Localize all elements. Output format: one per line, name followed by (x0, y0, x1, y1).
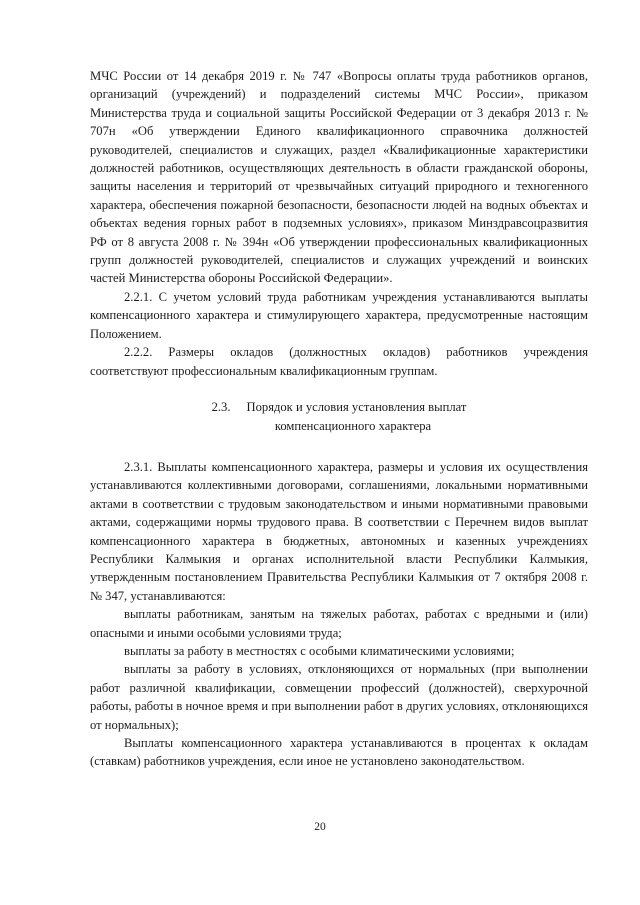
paragraph-2-2-2: 2.2.2. Размеры окладов (должностных окладов) работников учреждения соответствуют профессиональным квалификационным группам. (90, 345, 588, 378)
list-item-hard-work: выплаты работникам, занятым на тяжелых работах, работах с вредными и (или) опасными и иными особыми условиями труда; (90, 607, 588, 640)
section-title-line-2: компенсационного характера (274, 418, 432, 433)
paragraph-2-3-1: 2.3.1. Выплаты компенсационного характера, размеры и условия их осуществления устанавливаются коллективными договорами, соглашениями, локальными нормативными актами в соответствии с трудовым законодательством и иными нормативными правовыми актами, содержащими нормы трудового права. В соответствии с Перечнем видов выплат компенсационного характера в бюджетных, автономных и казенных учреждениях Республики Калмыкия и органах исполнительной власти Республики Калмыкия, утвержденным постановлением Правительства Республики Калмыкия от 7 октября 2008 г. № 347, устанавливаются: (90, 459, 588, 603)
paragraph-legal-references: МЧС России от 14 декабря 2019 г. № 747 «Вопросы оплаты труда работников органов, организаций (учреждений) и подразделений системы МЧС России», приказом Министерства труда и социальной защиты Российской Федерации от 3 декабря 2013 г. № 707н «Об утверждении Единого квалификационного справочника должностей руководителей, специалистов и служащих, раздел «Квалификационные характеристики должностей работников, осуществляющих деятельность в области гражданской обороны, защиты населения и территорий от чрезвычайных ситуаций природного и техногенного характера, обеспечения пожарной безопасности, безопасности людей на водных объектах и объектах ведения горных работ в подземных условиях», приказом Минздравсоцразвития РФ от 8 августа 2008 г. № 394н «Об утверждении профессиональных квалификационных групп должностей руководителей, специалистов и служащих учреждений и воинских частей Министерства обороны Российской Федерации». (90, 69, 588, 286)
section-title-line-1: Порядок и условия установления выплат (246, 399, 467, 414)
page-number: 20 (314, 821, 326, 833)
paragraph-percent-rule: Выплаты компенсационного характера устанавливаются в процентах к окладам (ставкам) работников учреждения, если иное не установлено законодательством. (90, 736, 588, 769)
list-item-climate: выплаты за работу в местностях с особыми климатическими условиями; (124, 643, 515, 658)
document-body (90, 67, 588, 771)
list-item-abnormal-conditions: выплаты за работу в условиях, отклоняющихся от нормальных (при выполнении работ различной квалификации, совмещении профессий (должностей), сверхурочной работы, работы в ночное время и при выполнении работ в других условиях, отклоняющихся от нормальных); (90, 662, 588, 732)
paragraph-2-2-1: 2.2.1. С учетом условий труда работникам учреждения устанавливаются выплаты компенсационного характера и стимулирующего характера, предусмотренные настоящим Положением. (90, 289, 588, 341)
section-heading-2-3 (90, 398, 588, 436)
section-number: 2.3. (211, 399, 231, 414)
